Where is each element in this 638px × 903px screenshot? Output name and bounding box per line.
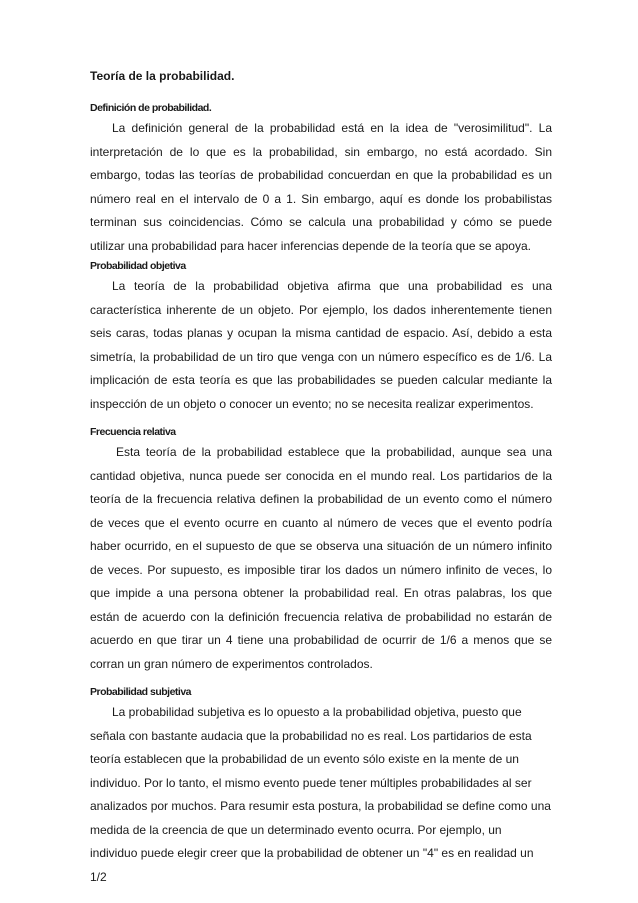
section-paragraph: La definición general de la probabilidad está en la idea de "verosimilitud". La interpretación de lo que es la probabilidad, sin embargo, no está acordado. Sin embargo, todas las teorías de probabilidad concuerdan en que la probabilidad es un número real en el intervalo de 0 a 1. Sin embargo, aquí es donde los probabilistas terminan sus coincidencias. Cómo se calcula una probabilidad y cómo se puede utilizar una probabilidad para hacer inferencias depende de la teoría que se apoya.: [90, 121, 552, 253]
spacer: [90, 416, 552, 424]
document-title: Teoría de la probabilidad.: [90, 69, 235, 83]
section-paragraph: La probabilidad subjetiva es lo opuesto a la probabilidad objetiva, puesto que señala con bastante audacia que la probabilidad no es real. Los partidarios de esta teoría establecen que la probabilidad de un evento sólo existe en la mente de un individuo. Por lo tanto, el mismo evento puede tener múltiples probabilidades al ser analizados por muchos. Para resumir esta postura, la probabilidad se define como una medida de la creencia de que un determinado evento ocurra. Por ejemplo, un individuo puede elegir creer que la probabilidad de obtener un "4" es en realidad un 1/2: [90, 705, 551, 884]
spacer: [90, 676, 552, 684]
section-definicion: [90, 100, 552, 258]
section-heading: Definición de probabilidad.: [90, 102, 212, 114]
section-paragraph: La teoría de la probabilidad objetiva afirma que una probabilidad es una característica inherente de un objeto. Por ejemplo, los dados inherentemente tienen seis caras, todas planas y ocupan la misma cantidad de espacio. Así, debido a esta simetría, la probabilidad de un tiro que venga con un número específico es de 1/6. La implicación de esta teoría es que las probabilidades se pueden calcular mediante la inspección de un objeto o conocer un evento; no se necesita realizar experimentos.: [90, 279, 552, 411]
section-heading: Probabilidad subjetiva: [90, 686, 192, 698]
section-probabilidad-objetiva: [90, 258, 552, 416]
section-frecuencia-relativa: [90, 424, 552, 676]
section-heading: Frecuencia relativa: [90, 426, 176, 438]
document-page: [90, 68, 552, 889]
section-heading: Probabilidad objetiva: [90, 260, 186, 272]
section-paragraph: Esta teoría de la probabilidad establece que la probabilidad, aunque sea una cantidad objetiva, nunca puede ser conocida en el mundo real. Los partidarios de la teoría de la frecuencia relativa definen la probabilidad de un evento como el número de veces que el evento ocurre en cuanto al número de veces que el evento podría haber ocurrido, en el supuesto de que se observa una situación de un número infinito de veces. Por supuesto, es imposible tirar los dados un número infinito de veces, lo que impide a una persona obtener la probabilidad real. En otras palabras, los que están de acuerdo con la definición frecuencia relativa de probabilidad no estarán de acuerdo en que tirar un 4 tiene una probabilidad de ocurrir de 1/6 a menos que se corran un gran número de experimentos controlados.: [90, 445, 552, 671]
section-probabilidad-subjetiva: [90, 684, 552, 889]
